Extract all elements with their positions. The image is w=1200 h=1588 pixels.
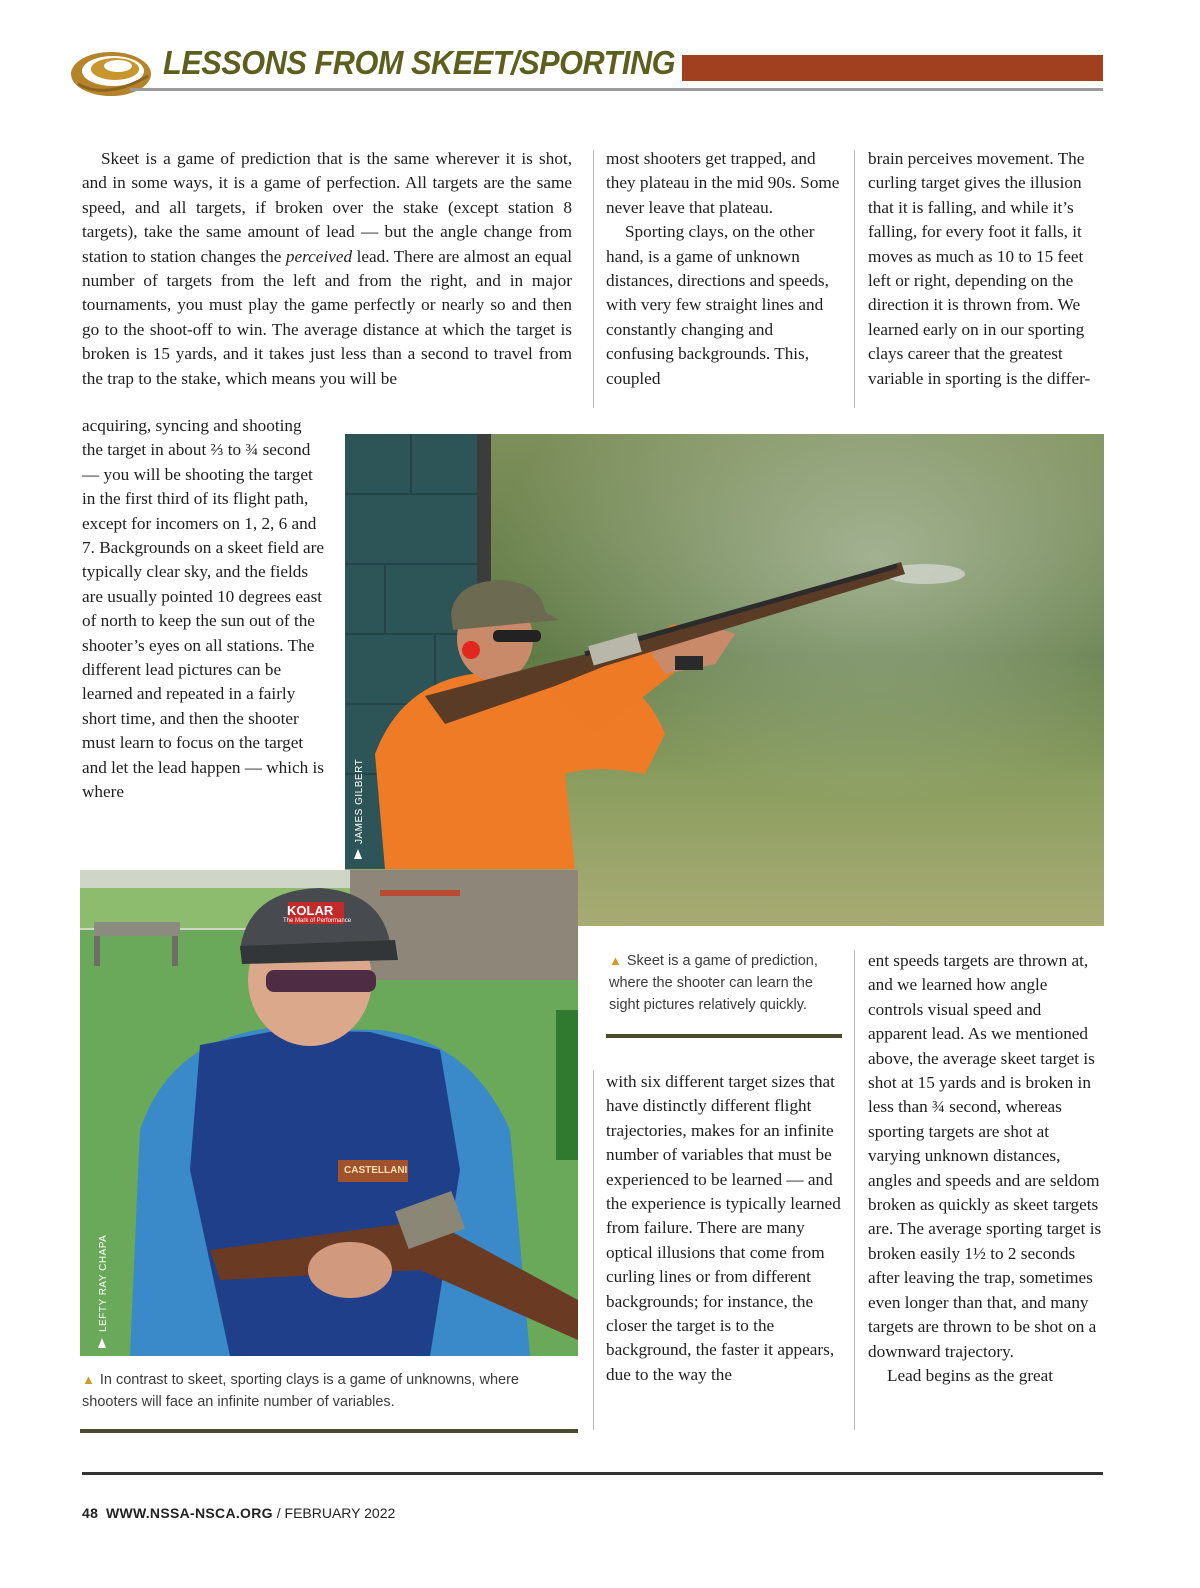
- paragraph-text: lead. There are almost an equal number of targets from the left and from the right, and in major tournaments, you must play the game perfectly or nearly so and then go to the shoot-off to win. The average distance at which the target is broken is 15 yards, and it takes just less than a second to travel from the trap to the stake, which means you will be: [82, 246, 572, 388]
- page-number: 48: [82, 1505, 99, 1521]
- page-footer: [82, 1505, 395, 1521]
- column1-narrow-text: [82, 414, 325, 805]
- column3-top-text: [868, 147, 1104, 391]
- credit-marker-icon: [98, 1338, 106, 1348]
- triangle-up-icon: ▲: [609, 953, 622, 968]
- column1-wide-text: [82, 147, 572, 391]
- caption-text: In contrast to skeet, sporting clays is a game of unknowns, where shooters will face an infinite number of variables.: [82, 1372, 519, 1410]
- header-accent-bar: [682, 55, 1103, 81]
- column2-bottom-text: [606, 1070, 842, 1387]
- section-title: LESSONS FROM SKEET/SPORTING: [163, 44, 676, 81]
- photo2-caption: [82, 1369, 572, 1413]
- column-divider: [593, 1070, 594, 1430]
- paragraph-text: acquiring, syncing and shooting the target in about ⅔ to ¾ second — you will be shooting the target in the first third of its flight path, except for incomers on 1, 2, 6 and 7. Backgrounds on a skeet field are typically clear sky, and the fields are usually pointed 10 degrees east of north to keep the sun out of the shooter’s eyes on all stations. The different lead pictures can be learned and repeated in a fairly short time, and then the shooter must learn to focus on the target and let the lead happen — which is where: [82, 416, 324, 802]
- photo-skeet-shooter: [345, 434, 1104, 926]
- website-link[interactable]: WWW.NSSA-NSCA.ORG: [105, 1505, 273, 1521]
- column-divider: [854, 150, 855, 408]
- paragraph-text: brain perceives movement. The curling target gives the illusion that it is falling, and while it’s falling, for every foot it falls, it moves as much as 10 to 15 feet left or right, depending on the direction it is thrown from. We learned early on in our sporting clays career that the greatest variable in sporting is the differ-: [868, 149, 1091, 388]
- photo-credit: JAMES GILBERT: [354, 758, 365, 844]
- column2-top-text: [606, 147, 842, 391]
- issue-date: FEBRUARY 2022: [284, 1505, 396, 1521]
- footer-rule: [82, 1472, 1103, 1475]
- paragraph-text: Lead begins as the great: [887, 1365, 1054, 1385]
- column-divider: [854, 950, 855, 1430]
- emphasis-text: perceived: [285, 246, 353, 266]
- cap-logo-text: KOLAR: [287, 903, 334, 918]
- caption-rule: [80, 1429, 578, 1433]
- clay-target-logo-icon: [66, 40, 156, 104]
- photo-sporting-shooter: [80, 870, 578, 1356]
- vest-logo-text: CASTELLANI: [344, 1165, 408, 1176]
- footer-separator: /: [276, 1505, 281, 1521]
- credit-marker-icon: [354, 849, 362, 859]
- paragraph-text: ent speeds targets are thrown at, and we learned how angle controls visual speed and apparent lead. As we mentioned above, the average skeet target is shot at 15 yards and is broken in less than ¾ second, whereas sporting targets are shot at varying unknown distances, angles and speeds and are seldom broken as quickly as skeet targets are. The average sporting target is broken easily 1½ to 2 seconds after leaving the trap, sometimes even longer than that, and many targets are thrown to be shot on a downward trajectory.: [868, 951, 1102, 1361]
- paragraph-text: Sporting clays, on the other hand, is a game of unknown distances, directions and speeds, with very few straight lines and constantly changing and confusing backgrounds. This, coupled: [606, 222, 829, 388]
- caption-rule: [606, 1034, 842, 1038]
- triangle-up-icon: ▲: [82, 1372, 95, 1387]
- paragraph-text: most shooters get trapped, and they plateau in the mid 90s. Some never leave that plateau.: [606, 149, 840, 217]
- column3-bottom-text: [868, 949, 1104, 1388]
- caption-text: Skeet is a game of prediction, where the shooter can learn the sight pictures relatively quickly.: [609, 953, 818, 1013]
- column-divider: [593, 150, 594, 408]
- paragraph-text: Skeet is a game of prediction that is the same wherever it is shot, and in some ways, it is a game of perfection. All targets are the same speed, and all targets, if broken over the stake (except station 8 targets), take the same amount of lead — but the angle change from station to station changes the: [82, 149, 572, 266]
- header-rule: [130, 88, 1103, 91]
- photo-credit: LEFTY RAY CHAPA: [98, 1234, 109, 1332]
- photo1-caption: [609, 950, 845, 1016]
- paragraph-text: with six different target sizes that have distinctly different flight trajectories, makes for an infinite number of variables that must be experienced to be learned — and the experience is typically learned from failure. There are many optical illusions that come from curling lines or from different backgrounds; for instance, the closer the target is to the background, the faster it appears, due to the way the: [606, 1072, 841, 1384]
- cap-logo-subtext: The Mark of Performance: [283, 918, 352, 924]
